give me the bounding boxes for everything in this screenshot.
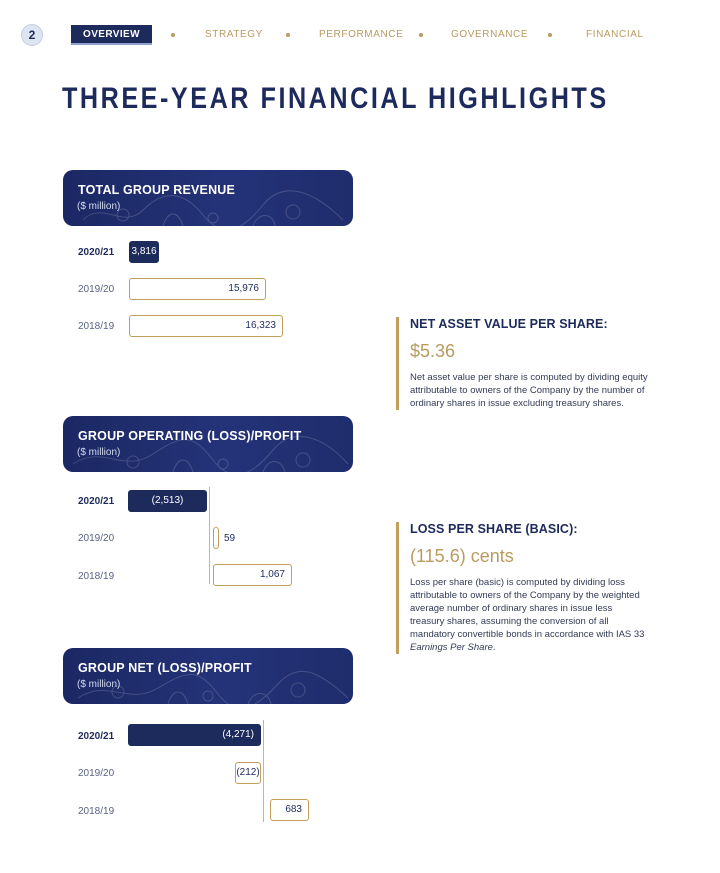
nav-separator-dot <box>286 33 290 37</box>
kpi-description: Net asset value per share is computed by dividing equity attributable to owners of the Company by the number of ordinary shares in issue excluding treasury shares. <box>410 372 648 409</box>
tab-overview[interactable]: OVERVIEW <box>71 25 152 45</box>
floral-pattern-decoration <box>63 416 353 472</box>
section-header-net-profit <box>63 648 353 704</box>
floral-pattern-decoration <box>63 170 353 226</box>
bar-net-2019-20: (212) <box>235 762 261 784</box>
section-title: GROUP OPERATING (LOSS)/PROFIT <box>78 429 302 443</box>
nav-separator-dot <box>548 33 552 37</box>
kpi-description-text: Loss per share (basic) is computed by dividing loss attributable to owners of the Company by the weighted average number of ordinary shares in issue less treasury shares, assuming the conversion of all mandatory convertible bonds in accordance with IAS 33 <box>410 577 645 640</box>
section-header-revenue <box>63 170 353 226</box>
nav-separator-dot <box>419 33 423 37</box>
kpi-title: NET ASSET VALUE PER SHARE: <box>410 317 608 331</box>
bar-operating-2019-20 <box>213 527 219 549</box>
bar-operating-2018-19: 1,067 <box>213 564 292 586</box>
section-title: TOTAL GROUP REVENUE <box>78 183 236 197</box>
page-title: THREE-YEAR FINANCIAL HIGHLIGHTS <box>62 82 609 115</box>
year-label: 2018/19 <box>78 571 115 582</box>
page-number-badge: 2 <box>21 24 43 46</box>
kpi-title: LOSS PER SHARE (BASIC): <box>410 522 578 536</box>
bar-value-label: 59 <box>224 533 236 544</box>
kpi-description-end: . <box>492 642 496 653</box>
bar-revenue-2018-19: 16,323 <box>129 315 283 337</box>
year-label: 2020/21 <box>78 247 115 258</box>
kpi-value: $5.36 <box>410 341 456 361</box>
year-label: 2019/20 <box>78 533 115 544</box>
zero-axis-line <box>209 487 210 584</box>
year-label: 2018/19 <box>78 321 115 332</box>
bar-revenue-2020-21: 3,816 <box>129 241 159 263</box>
tab-performance[interactable]: PERFORMANCE <box>319 29 404 40</box>
section-unit: ($ million) <box>77 679 121 690</box>
section-unit: ($ million) <box>77 447 121 458</box>
tab-governance[interactable]: GOVERNANCE <box>451 29 529 40</box>
tab-strategy[interactable]: STRATEGY <box>205 29 263 40</box>
kpi-description <box>410 576 648 654</box>
year-label: 2018/19 <box>78 806 115 817</box>
year-label: 2019/20 <box>78 284 115 295</box>
zero-axis-line <box>263 720 264 822</box>
kpi-value: (115.6) cents <box>410 546 514 566</box>
kpi-description-italic: Earnings Per Share <box>410 642 493 653</box>
year-label: 2020/21 <box>78 496 115 507</box>
tab-financial[interactable]: FINANCIAL <box>586 29 644 40</box>
floral-pattern-decoration <box>63 648 353 704</box>
bar-operating-2020-21: (2,513) <box>128 490 207 512</box>
year-label: 2019/20 <box>78 768 115 779</box>
section-unit: ($ million) <box>77 201 121 212</box>
top-navigation <box>0 0 720 70</box>
bar-net-2020-21: (4,271) <box>128 724 261 746</box>
kpi-net-asset-value <box>396 317 656 410</box>
kpi-loss-per-share <box>396 522 656 654</box>
section-title: GROUP NET (LOSS)/PROFIT <box>78 661 252 675</box>
year-label: 2020/21 <box>78 731 115 742</box>
bar-revenue-2019-20: 15,976 <box>129 278 266 300</box>
bar-net-2018-19: 683 <box>270 799 309 821</box>
nav-separator-dot <box>171 33 175 37</box>
section-header-operating-profit <box>63 416 353 472</box>
